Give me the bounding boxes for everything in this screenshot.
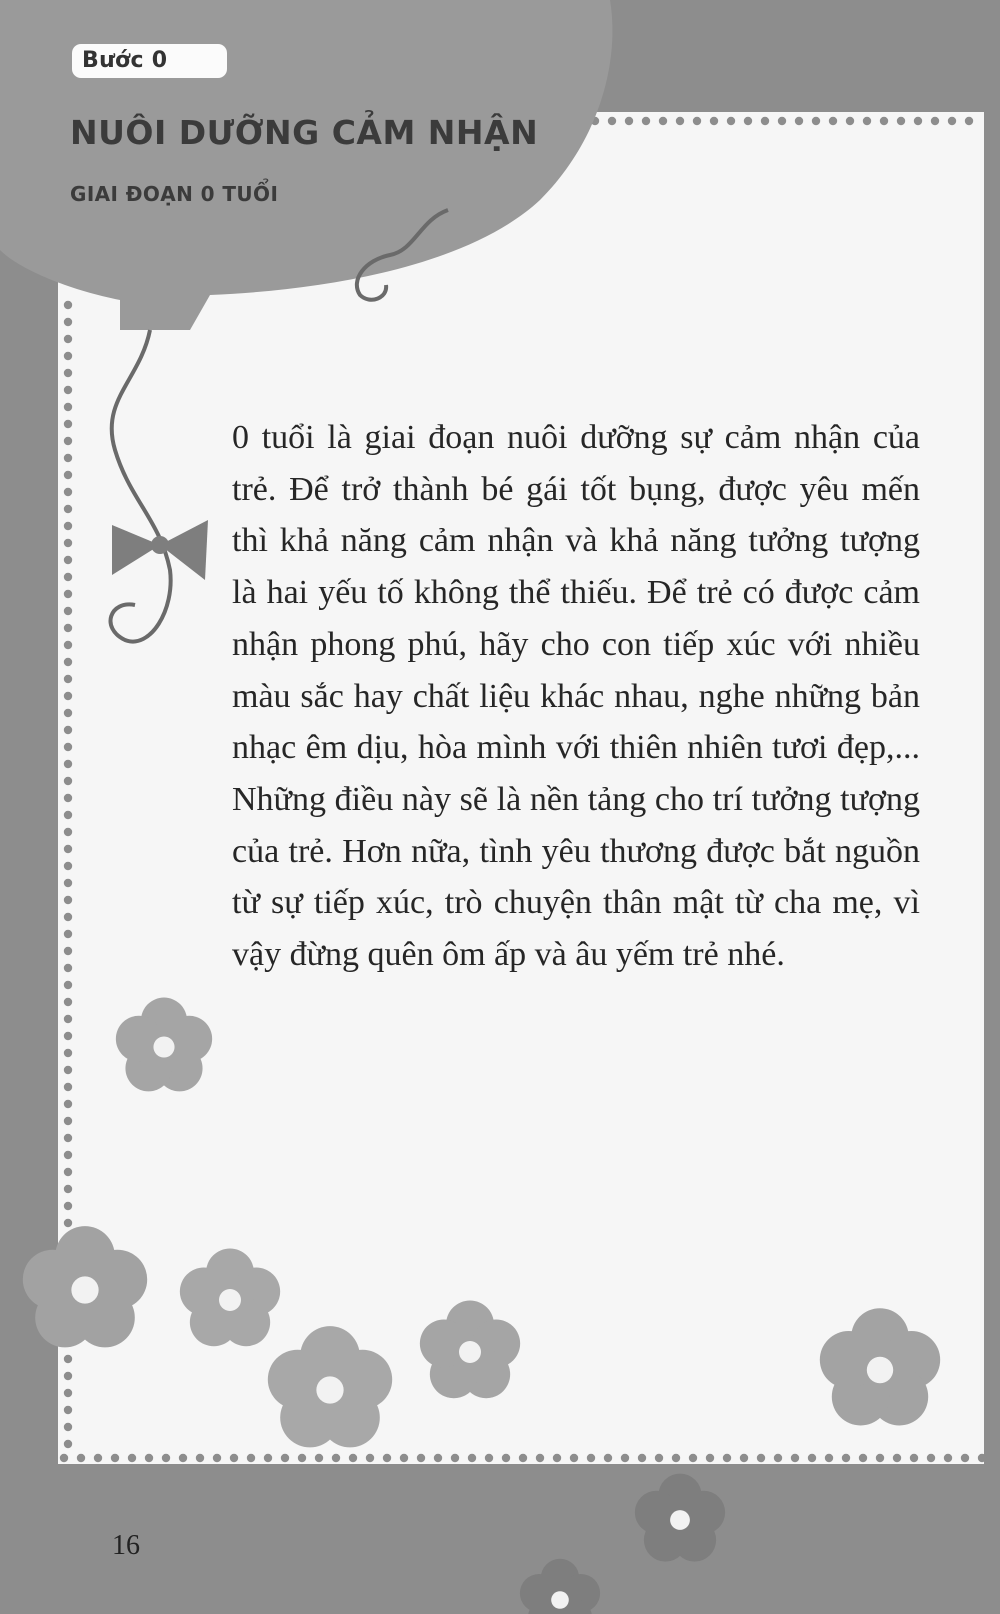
flower-icon [820,1308,940,1425]
page-title: NUÔI DƯỠNG CẢM NHẬN [70,113,539,152]
flower-icon [180,1249,280,1347]
body-paragraph: 0 tuổi là giai đoạn nuôi dưỡng sự cảm nhận của trẻ. Để trở thành bé gái tốt bụng, được yêu mến thì khả năng cảm nhận và khả năng tưởng tượng là hai yếu tố không thể thiếu. Để trẻ có được cảm nhận phong phú, hãy cho con tiếp xúc với nhiều màu sắc hay chất liệu khác nhau, nghe những bản nhạc êm dịu, hòa mình với thiên nhiên tươi đẹp,... Những điều này sẽ là nền tảng cho trí tưởng tượng của trẻ. Hơn nữa, tình yêu thương được bắt nguồn từ sự tiếp xúc, trò chuyện thân mật từ cha mẹ, vì vậy đừng quên ôm ấp và âu yếm trẻ nhé. [232,419,920,974]
step-badge: Bước 0 [72,44,227,78]
bow-icon [112,520,208,580]
flower-icon [520,1559,600,1614]
flower-icon [268,1326,392,1447]
flower-icon [635,1474,725,1562]
flower-icon [116,998,212,1092]
page-number: 16 [112,1530,140,1561]
flower-icon [23,1226,147,1347]
page-subtitle: GIAI ĐOẠN 0 TUỔI [70,182,279,206]
flower-icon [420,1301,520,1399]
